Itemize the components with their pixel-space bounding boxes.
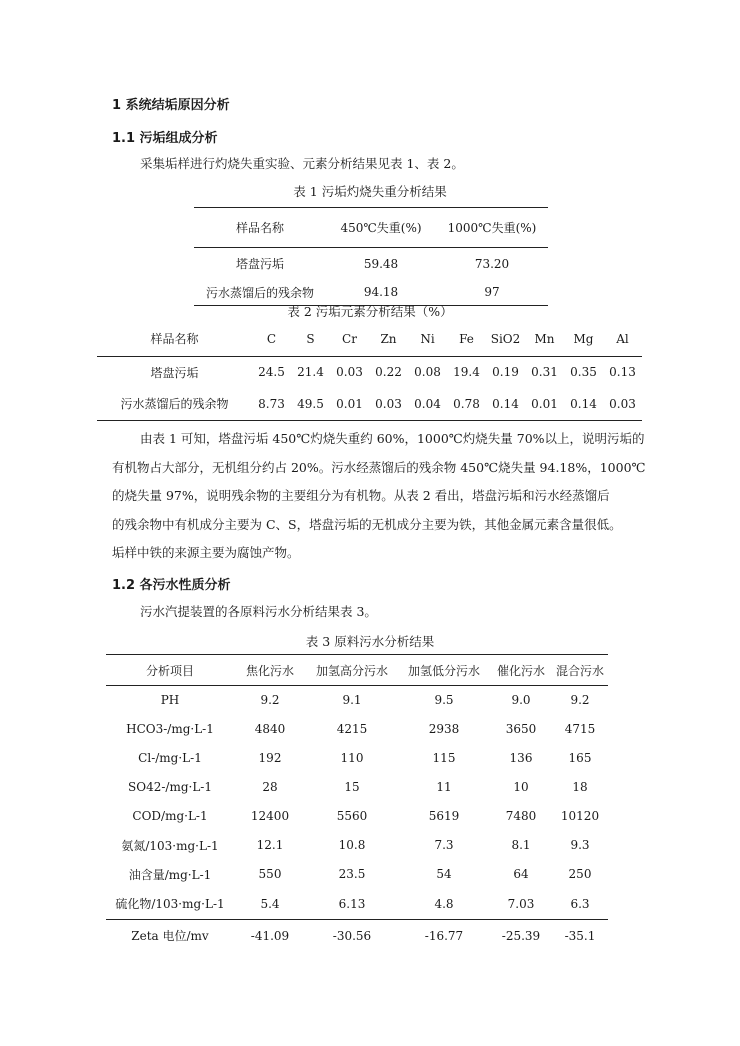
table-cell: -35.1 [564, 928, 596, 943]
table-cell: 5.4 [260, 896, 280, 911]
header-cell: 样品名称 [235, 221, 284, 235]
header-cell: 1000℃失重(%) [447, 221, 537, 235]
table-cell: PH [160, 693, 180, 708]
header-cell: Fe [459, 331, 474, 346]
table-cell: 28 [262, 780, 278, 794]
paragraph-line: 有机物占大部分，无机组分约占 20%。污水经蒸馏后的残余物 450℃烧失量 94.18%，1000℃ [112, 459, 646, 475]
table-cell: 6.13 [338, 896, 366, 911]
table-cell: 4840 [254, 722, 286, 736]
table-cell: 0.35 [570, 365, 597, 380]
table-header-row [106, 655, 608, 686]
table-cell: 3650 [505, 722, 537, 736]
table-row [97, 388, 642, 420]
paragraph-line: 的烧失量 97%，说明残余物的主要组分为有机物。从表 2 看出，塔盘污垢和污水经蒸馏后 [112, 488, 610, 503]
table-row [106, 889, 608, 920]
intro-paragraph: 污水汽提装置的各原料污水分析结果表 3。 [140, 604, 377, 619]
table-cell: 5619 [428, 809, 460, 823]
table-cell: 165 [568, 751, 592, 765]
header-cell: 450℃失重(%) [340, 221, 422, 235]
table-cell: 9.2 [570, 693, 590, 708]
table-row [97, 356, 642, 388]
table-cell: COD/mg·L-1 [132, 809, 208, 823]
table-cell: 污水蒸馏后的残余物 [205, 285, 314, 300]
table1 [194, 207, 548, 306]
table-row [106, 860, 608, 889]
table-cell: 7480 [505, 809, 537, 823]
table-cell: 9.2 [260, 693, 280, 708]
table-cell: 23.5 [338, 867, 366, 881]
table-cell: 59.48 [363, 256, 399, 271]
table-cell: 12.1 [256, 838, 284, 852]
table-cell: 115 [432, 751, 456, 765]
header-cell: C [266, 331, 277, 346]
table-cell: 7.03 [507, 896, 535, 911]
table-cell: 110 [340, 751, 364, 765]
table-cell: 21.4 [297, 365, 324, 380]
header-cell: Mg [573, 331, 594, 346]
table-cell: 0.03 [609, 396, 636, 411]
table-cell: 192 [258, 751, 282, 765]
table-cell: 5560 [336, 809, 368, 823]
table-cell: -30.56 [332, 928, 372, 943]
table-cell: 0.14 [570, 396, 597, 411]
header-cell: 混合污水 [555, 663, 604, 678]
table-cell: 54 [436, 867, 452, 881]
table-cell: 0.01 [531, 396, 558, 411]
section-heading: 1 系统结垢原因分析 [112, 98, 230, 113]
table-row [106, 920, 608, 952]
table-cell: 10.8 [338, 838, 366, 852]
table-cell: 9.0 [511, 693, 531, 708]
table-cell: -16.77 [424, 928, 464, 943]
table-header-row [97, 322, 642, 356]
paragraph-line: 垢样中铁的来源主要为腐蚀产物。 [112, 545, 300, 560]
table-row [106, 715, 608, 744]
analysis-paragraph [112, 425, 672, 568]
table-cell: 97 [484, 285, 500, 300]
table-cell: 8.73 [258, 396, 285, 411]
header-cell: Ni [420, 331, 435, 346]
table-cell: 0.19 [492, 365, 519, 380]
table-cell: 18 [572, 780, 588, 794]
header-cell: Al [616, 331, 629, 346]
table-cell: 0.03 [336, 365, 363, 380]
table-cell: 0.31 [531, 365, 558, 380]
table-cell: 7.3 [434, 838, 454, 852]
table-cell: 550 [258, 867, 282, 881]
header-cell: S [306, 331, 315, 346]
table-cell: 0.08 [414, 365, 441, 380]
table-cell: 19.4 [453, 365, 480, 380]
table-header-row [194, 208, 548, 248]
header-cell: 催化污水 [496, 663, 545, 678]
table-cell: -41.09 [250, 928, 290, 943]
table-cell: Cl-/mg·L-1 [138, 751, 202, 765]
intro-paragraph: 采集垢样进行灼烧失重实验、元素分析结果见表 1、表 2。 [140, 156, 464, 171]
table-row [106, 831, 608, 860]
table-cell: 15 [344, 780, 360, 794]
paragraph-line: 的残余物中有机成分主要为 C、S，塔盘污垢的无机成分主要为铁，其他金属元素含量很低。 [112, 516, 622, 532]
table-cell: 9.3 [570, 838, 590, 852]
table-cell: 24.5 [258, 365, 285, 380]
table1-caption: 表 1 污垢灼烧失重分析结果 [293, 184, 447, 199]
header-cell: 焦化污水 [245, 663, 294, 678]
table-cell: 12400 [250, 809, 290, 823]
table3-caption: 表 3 原料污水分析结果 [305, 634, 435, 649]
table-cell: 0.13 [609, 365, 636, 380]
table-cell: 9.1 [342, 693, 362, 708]
table-cell: 6.3 [570, 896, 590, 911]
table-row [106, 686, 608, 715]
table-row [106, 773, 608, 802]
table-cell: 硫化物/103·mg·L-1 [115, 897, 225, 912]
header-cell: Mn [534, 331, 555, 346]
table-cell: 塔盘污垢 [235, 257, 284, 272]
header-cell: 加氢低分污水 [407, 663, 480, 678]
table-cell: 0.01 [336, 396, 363, 411]
table-cell: 4.8 [434, 896, 454, 911]
table-cell: 10120 [560, 809, 600, 823]
subsection-heading: 1.2 各污水性质分析 [112, 578, 231, 593]
table-cell: 73.20 [474, 256, 510, 271]
table2 [97, 322, 642, 421]
table-cell: 0.14 [492, 396, 519, 411]
header-cell: 样品名称 [150, 332, 199, 347]
table-cell: 9.5 [434, 693, 454, 708]
table-cell: 0.03 [375, 396, 402, 411]
table-cell: 0.78 [453, 396, 480, 411]
table-cell: 油含量/mg·L-1 [128, 867, 212, 882]
header-cell: 分析项目 [145, 663, 194, 678]
header-cell: 加氢高分污水 [315, 663, 388, 678]
table-cell: 94.18 [363, 285, 399, 300]
table-cell: 8.1 [511, 838, 531, 852]
table-row [106, 744, 608, 773]
table-row [194, 248, 548, 280]
table-cell: SO42-/mg·L-1 [128, 780, 212, 794]
table-cell: 136 [509, 751, 533, 765]
table-cell: 2938 [428, 722, 460, 736]
table-cell: 49.5 [297, 396, 324, 411]
table-cell: 0.04 [414, 396, 441, 411]
table2-caption: 表 2 污垢元素分析结果（%） [287, 304, 453, 319]
table-cell: 64 [513, 867, 529, 881]
table-cell: 250 [568, 867, 592, 881]
header-cell: SiO2 [490, 331, 521, 346]
paragraph-line: 由表 1 可知，塔盘污垢 450℃灼烧失重约 60%，1000℃灼烧失量 70%以上，说明污垢的 [140, 431, 645, 446]
table-cell: -25.39 [501, 928, 541, 943]
table-cell: Zeta 电位/mv [131, 929, 209, 944]
table-cell: 11 [436, 780, 452, 794]
header-cell: Cr [342, 331, 357, 346]
table-cell: 塔盘污垢 [150, 365, 199, 380]
table-cell: HCO3-/mg·L-1 [126, 722, 214, 736]
table-cell: 0.22 [375, 365, 402, 380]
table-cell: 4215 [336, 722, 368, 736]
header-cell: Zn [380, 331, 397, 346]
table-cell: 4715 [564, 722, 596, 736]
table-cell: 氨氮/103·mg·L-1 [121, 838, 219, 853]
table-row [106, 802, 608, 831]
table-cell: 10 [513, 780, 529, 794]
table3 [106, 654, 608, 952]
table-cell: 污水蒸馏后的残余物 [120, 397, 229, 412]
subsection-heading: 1.1 污垢组成分析 [112, 131, 218, 146]
